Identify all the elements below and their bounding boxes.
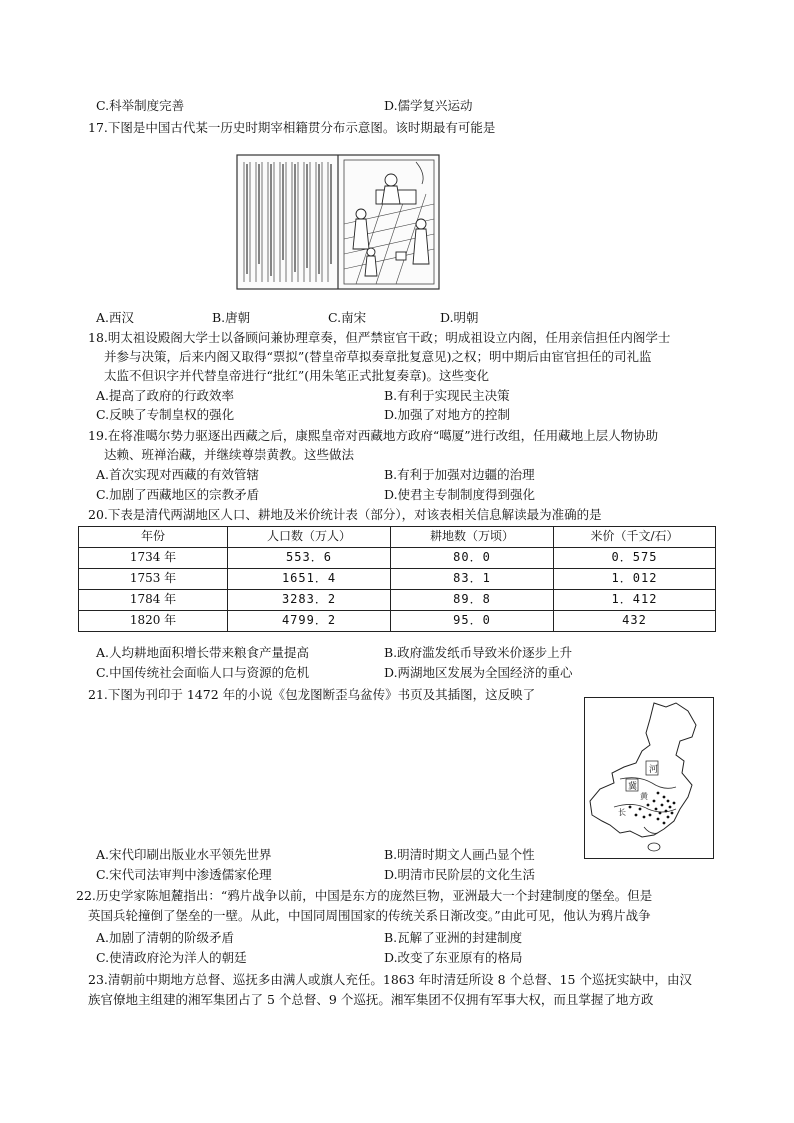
q22-option-d: D.改变了东亚原有的格局 [384,950,523,965]
table-cell: 432 [554,611,716,632]
q18-stem-line-1: 18.明太祖设殿阁大学士以备顾问兼协理章奏，但严禁宦官干政；明成祖设立内阁，任用亲信担任内阁学士 [88,330,671,345]
q20-option-a: A.人均耕地面积增长带来粮食产量提高 [96,645,310,660]
q17-option-d: D.明朝 [440,310,479,325]
table-cell: 89．8 [391,590,554,611]
q19-option-c: C.加剧了西藏地区的宗教矛盾 [96,487,260,502]
q18-option-c: C.反映了专制皇权的强化 [96,407,235,422]
table-row [79,611,716,632]
q18-option-d: D.加强了对地方的控制 [384,407,511,422]
table-cell: 4799．2 [228,611,391,632]
table-cell: 1651．4 [228,569,391,590]
q18-stem-line-3: 太监不但识字并代替皇帝进行“批红”(用朱笔正式批复奏章)。这些变化 [104,368,490,383]
q19-option-d: D.使君主专制制度得到强化 [384,487,536,502]
q18-stem-line-2: 并参与决策，后来内阁又取得“票拟”(替皇帝草拟奏章批复意见)之权；明中期后由宦官担任的司礼监 [104,349,652,364]
q17-option-c: C.南宋 [328,310,367,325]
q19-option-b: B.有利于加强对边疆的治理 [384,467,535,482]
china-map-figure [584,697,714,865]
q19-option-a: A.首次实现对西藏的有效管辖 [96,467,260,482]
q16-option-c: C.科举制度完善 [96,98,185,113]
table-cell: 553．6 [228,548,391,569]
q18-option-b: B.有利于实现民主决策 [384,388,510,403]
q21-option-a: A.宋代印刷出版业水平领先世界 [96,847,272,862]
q20-statistics-table [78,526,716,632]
q19-stem-line-2: 达赖、班禅治藏，并继续尊崇黄教。这些做法 [104,447,355,462]
table-row [79,569,716,590]
map-label: 黄 [640,792,648,801]
table-cell: 80．0 [391,548,554,569]
table-cell: 1820 年 [79,611,228,632]
table-row [79,548,716,569]
q16-option-d: D.儒学复兴运动 [384,98,473,113]
q21-option-b: B.明清时期文人画凸显个性 [384,847,535,862]
q22-stem-line-2: 英国兵轮撞倒了堡垒的一壁。从此，中国同周围国家的传统关系日渐改变。”由此可见，他认为鸦片战争 [88,908,651,923]
book-page-illustration [236,154,440,296]
q18-option-a: A.提高了政府的行政效率 [96,388,235,403]
q21-option-c: C.宋代司法审判中渗透儒家伦理 [96,867,272,882]
table-cell: 1．412 [554,590,716,611]
q22-option-a: A.加剧了清朝的阶级矛盾 [96,930,235,945]
table-header-population: 人口数（万人） [228,527,391,548]
table-cell: 1784 年 [79,590,228,611]
map-label: 长 [618,808,626,817]
q20-option-c: C.中国传统社会面临人口与资源的危机 [96,665,310,680]
table-cell: 95．0 [391,611,554,632]
q17-stem: 17.下图是中国古代某一历史时期宰相籍贯分布示意图。该时期最有可能是 [88,120,496,135]
q22-option-c: C.使清政府沦为洋人的朝廷 [96,950,247,965]
q20-option-d: D.两湖地区发展为全国经济的重心 [384,665,573,680]
q21-option-d: D.明清市民阶层的文化生活 [384,867,536,882]
table-cell: 1．012 [554,569,716,590]
q20-stem: 20.下表是清代两湖地区人口、耕地及米价统计表（部分），对该表相关信息解读最为准确的是 [88,507,602,522]
q23-stem-line-2: 族官僚地主组建的湘军集团占了 5 个总督、9 个巡抚。湘军集团不仅拥有军事大权，而且掌握了地方政 [88,992,654,1007]
q20-option-b: B.政府滥发纸币导致米价逐步上升 [384,645,573,660]
q23-stem-line-1: 23.清朝前中期地方总督、巡抚多由满人或旗人充任。1863 年时清廷所设 8 个总督、15 个巡抚实缺中，由汉 [88,972,692,987]
book-page-illustration-svg [236,154,440,290]
table-row [79,590,716,611]
q21-stem: 21.下图为刊印于 1472 年的小说《包龙图断歪乌盆传》书页及其插图，这反映了 [88,687,536,702]
table-cell: 1734 年 [79,548,228,569]
china-map-svg [584,697,714,859]
table-header-rice-price: 米价（千文/石） [554,527,716,548]
map-label: 河 [649,765,659,775]
table-cell: 1753 年 [79,569,228,590]
table-header-row [79,527,716,548]
q17-option-b: B.唐朝 [212,310,251,325]
q22-stem-line-1: 22.历史学家陈旭麓指出：“鸦片战争以前，中国是东方的庞然巨物，亚洲最大一个封建制度的堡垒。但是 [76,888,653,903]
table-cell: 83．1 [391,569,554,590]
table-cell: 3283．2 [228,590,391,611]
q17-option-a: A.西汉 [96,310,135,325]
table-header-year: 年份 [79,527,228,548]
map-label: 冀 [628,782,638,792]
q22-option-b: B.瓦解了亚洲的封建制度 [384,930,523,945]
q19-stem-line-1: 19.在将准噶尔势力驱逐出西藏之后，康熙皇帝对西藏地方政府“噶厦”进行改组，任用藏地上层人物协助 [88,428,659,443]
table-cell: 0．575 [554,548,716,569]
table-header-farmland: 耕地数（万顷） [391,527,554,548]
